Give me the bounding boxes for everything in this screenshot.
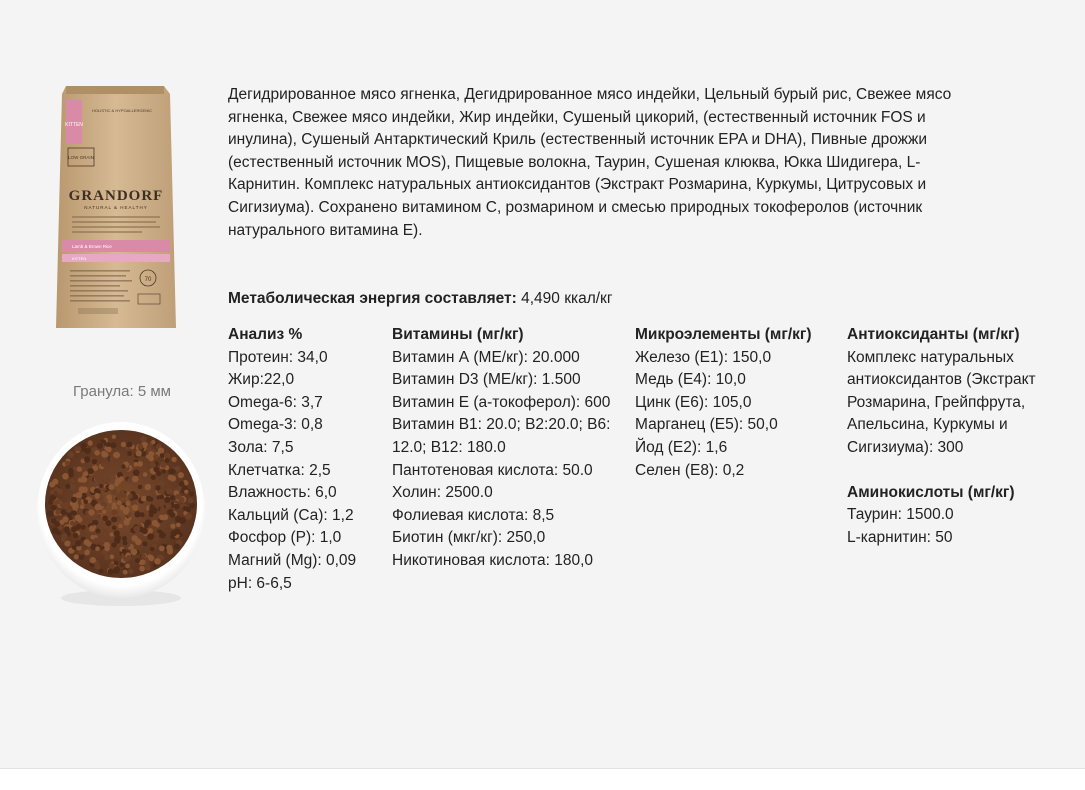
svg-text:HOLISTIC & HYPOALLERGENIC: HOLISTIC & HYPOALLERGENIC: [92, 108, 153, 113]
page-bottom: [0, 769, 1085, 790]
aminoacid-item: Таурин: 1500.0: [847, 506, 954, 524]
minerals-column: [635, 324, 840, 482]
vitamins-title: Витамины (мг/кг): [392, 326, 524, 343]
aminoacid-item: L-карнитин: 50: [847, 528, 953, 546]
svg-text:KITTEN: KITTEN: [72, 256, 87, 261]
aminoacids-section: [847, 482, 1047, 550]
analysis-column: [228, 324, 378, 595]
product-bag-image: [52, 82, 180, 332]
mineral-item: Марганец (Е5): 50,0: [635, 416, 778, 434]
vitamins-column: [392, 324, 617, 573]
svg-text:LOW GRAIN: LOW GRAIN: [68, 155, 94, 160]
vitamin-item: Витамин D3 (МЕ/кг): 1.500: [392, 371, 581, 389]
vitamin-item: Биотин (мкг/кг): 250,0: [392, 529, 546, 547]
svg-text:NATURAL & HEALTHY: NATURAL & HEALTHY: [84, 205, 148, 210]
svg-text:Lamb & Brown Rice: Lamb & Brown Rice: [72, 244, 112, 249]
kibble-bowl-image: [36, 418, 206, 608]
analysis-item: Omega-3: 0,8: [228, 416, 323, 434]
vitamin-item: Витамин Е (а-токоферол): 600: [392, 393, 611, 411]
vitamin-item: Фолиевая кислота: 8,5: [392, 506, 555, 524]
analysis-item: Протеин: 34,0: [228, 348, 328, 366]
mineral-item: Цинк (Е6): 105,0: [635, 393, 752, 411]
metabolic-energy: [228, 288, 613, 310]
analysis-item: Влажность: 6,0: [228, 484, 337, 502]
energy-value: 4,490 ккал/кг: [521, 290, 613, 307]
analysis-item: Кальций (Ca): 1,2: [228, 506, 354, 524]
analysis-item: Зола: 7,5: [228, 438, 294, 456]
analysis-item: Omega-6: 3,7: [228, 393, 323, 411]
vitamin-item: Никотиновая кислота: 180,0: [392, 551, 594, 569]
antioxidants-text: Комплекс натуральных антиоксидантов (Экстракт Розмарина, Грейпфрута, Апельсина, Куркумы и Сигизиума): 300: [847, 348, 1036, 456]
vitamin-item: Витамин В1: 20.0; В2:20.0; В6: 12.0; В12: 180.0: [392, 416, 611, 456]
svg-text:KITTEN: KITTEN: [65, 122, 83, 128]
mineral-item: Железо (Е1): 150,0: [635, 348, 772, 366]
svg-text:GRANDORF: GRANDORF: [68, 188, 164, 204]
antioxidants-title: Антиоксиданты (мг/кг): [847, 326, 1020, 343]
energy-label: Метаболическая энергия составляет:: [228, 290, 517, 307]
analysis-title: Анализ %: [228, 326, 303, 343]
vitamin-item: Пантотеновая кислота: 50.0: [392, 461, 593, 479]
analysis-item: Магний (Mg): 0,09: [228, 551, 357, 569]
analysis-item: pH: 6-6,5: [228, 574, 292, 592]
analysis-item: Клетчатка: 2,5: [228, 461, 331, 479]
mineral-item: Медь (Е4): 10,0: [635, 371, 746, 389]
aminoacids-title: Аминокислоты (мг/кг): [847, 483, 1015, 501]
mineral-item: Селен (Е8): 0,2: [635, 461, 745, 479]
svg-text:70: 70: [144, 277, 152, 283]
analysis-item: Жир:22,0: [228, 371, 295, 389]
vitamin-item: Холин: 2500.0: [392, 484, 493, 502]
antioxidants-column: [847, 324, 1047, 549]
minerals-title: Микроэлементы (мг/кг): [635, 326, 812, 343]
composition-text: Дегидрированное мясо ягненка, Дегидрированное мясо индейки, Цельный бурый рис, Свежее мясо ягненка, Свежее мясо индейки, Жир индейки, Сушеный цикорий, (естественный источник FOS и инулина), Сушеный Антарктический Криль (естественный источник EPA и DHA), Пивные дрожжи (естественный источник MOS), Пищевые волокна, Таурин, Сушеная клюква, Юкка Шидигера, L-Карнитин. Комплекс натуральных антиоксидантов (Экстракт Розмарина, Куркумы, Цитрусовых и Сигизиума). Сохранено витамином С, розмарином и смесью природных токоферолов (источник натурального витамина Е).: [228, 86, 952, 239]
vitamin-item: Витамин А (МЕ/кг): 20.000: [392, 348, 580, 366]
granule-size-label: Гранула: 5 мм: [73, 383, 171, 400]
analysis-item: Фосфор (P): 1,0: [228, 529, 342, 547]
mineral-item: Йод (Е2): 1,6: [635, 438, 728, 456]
